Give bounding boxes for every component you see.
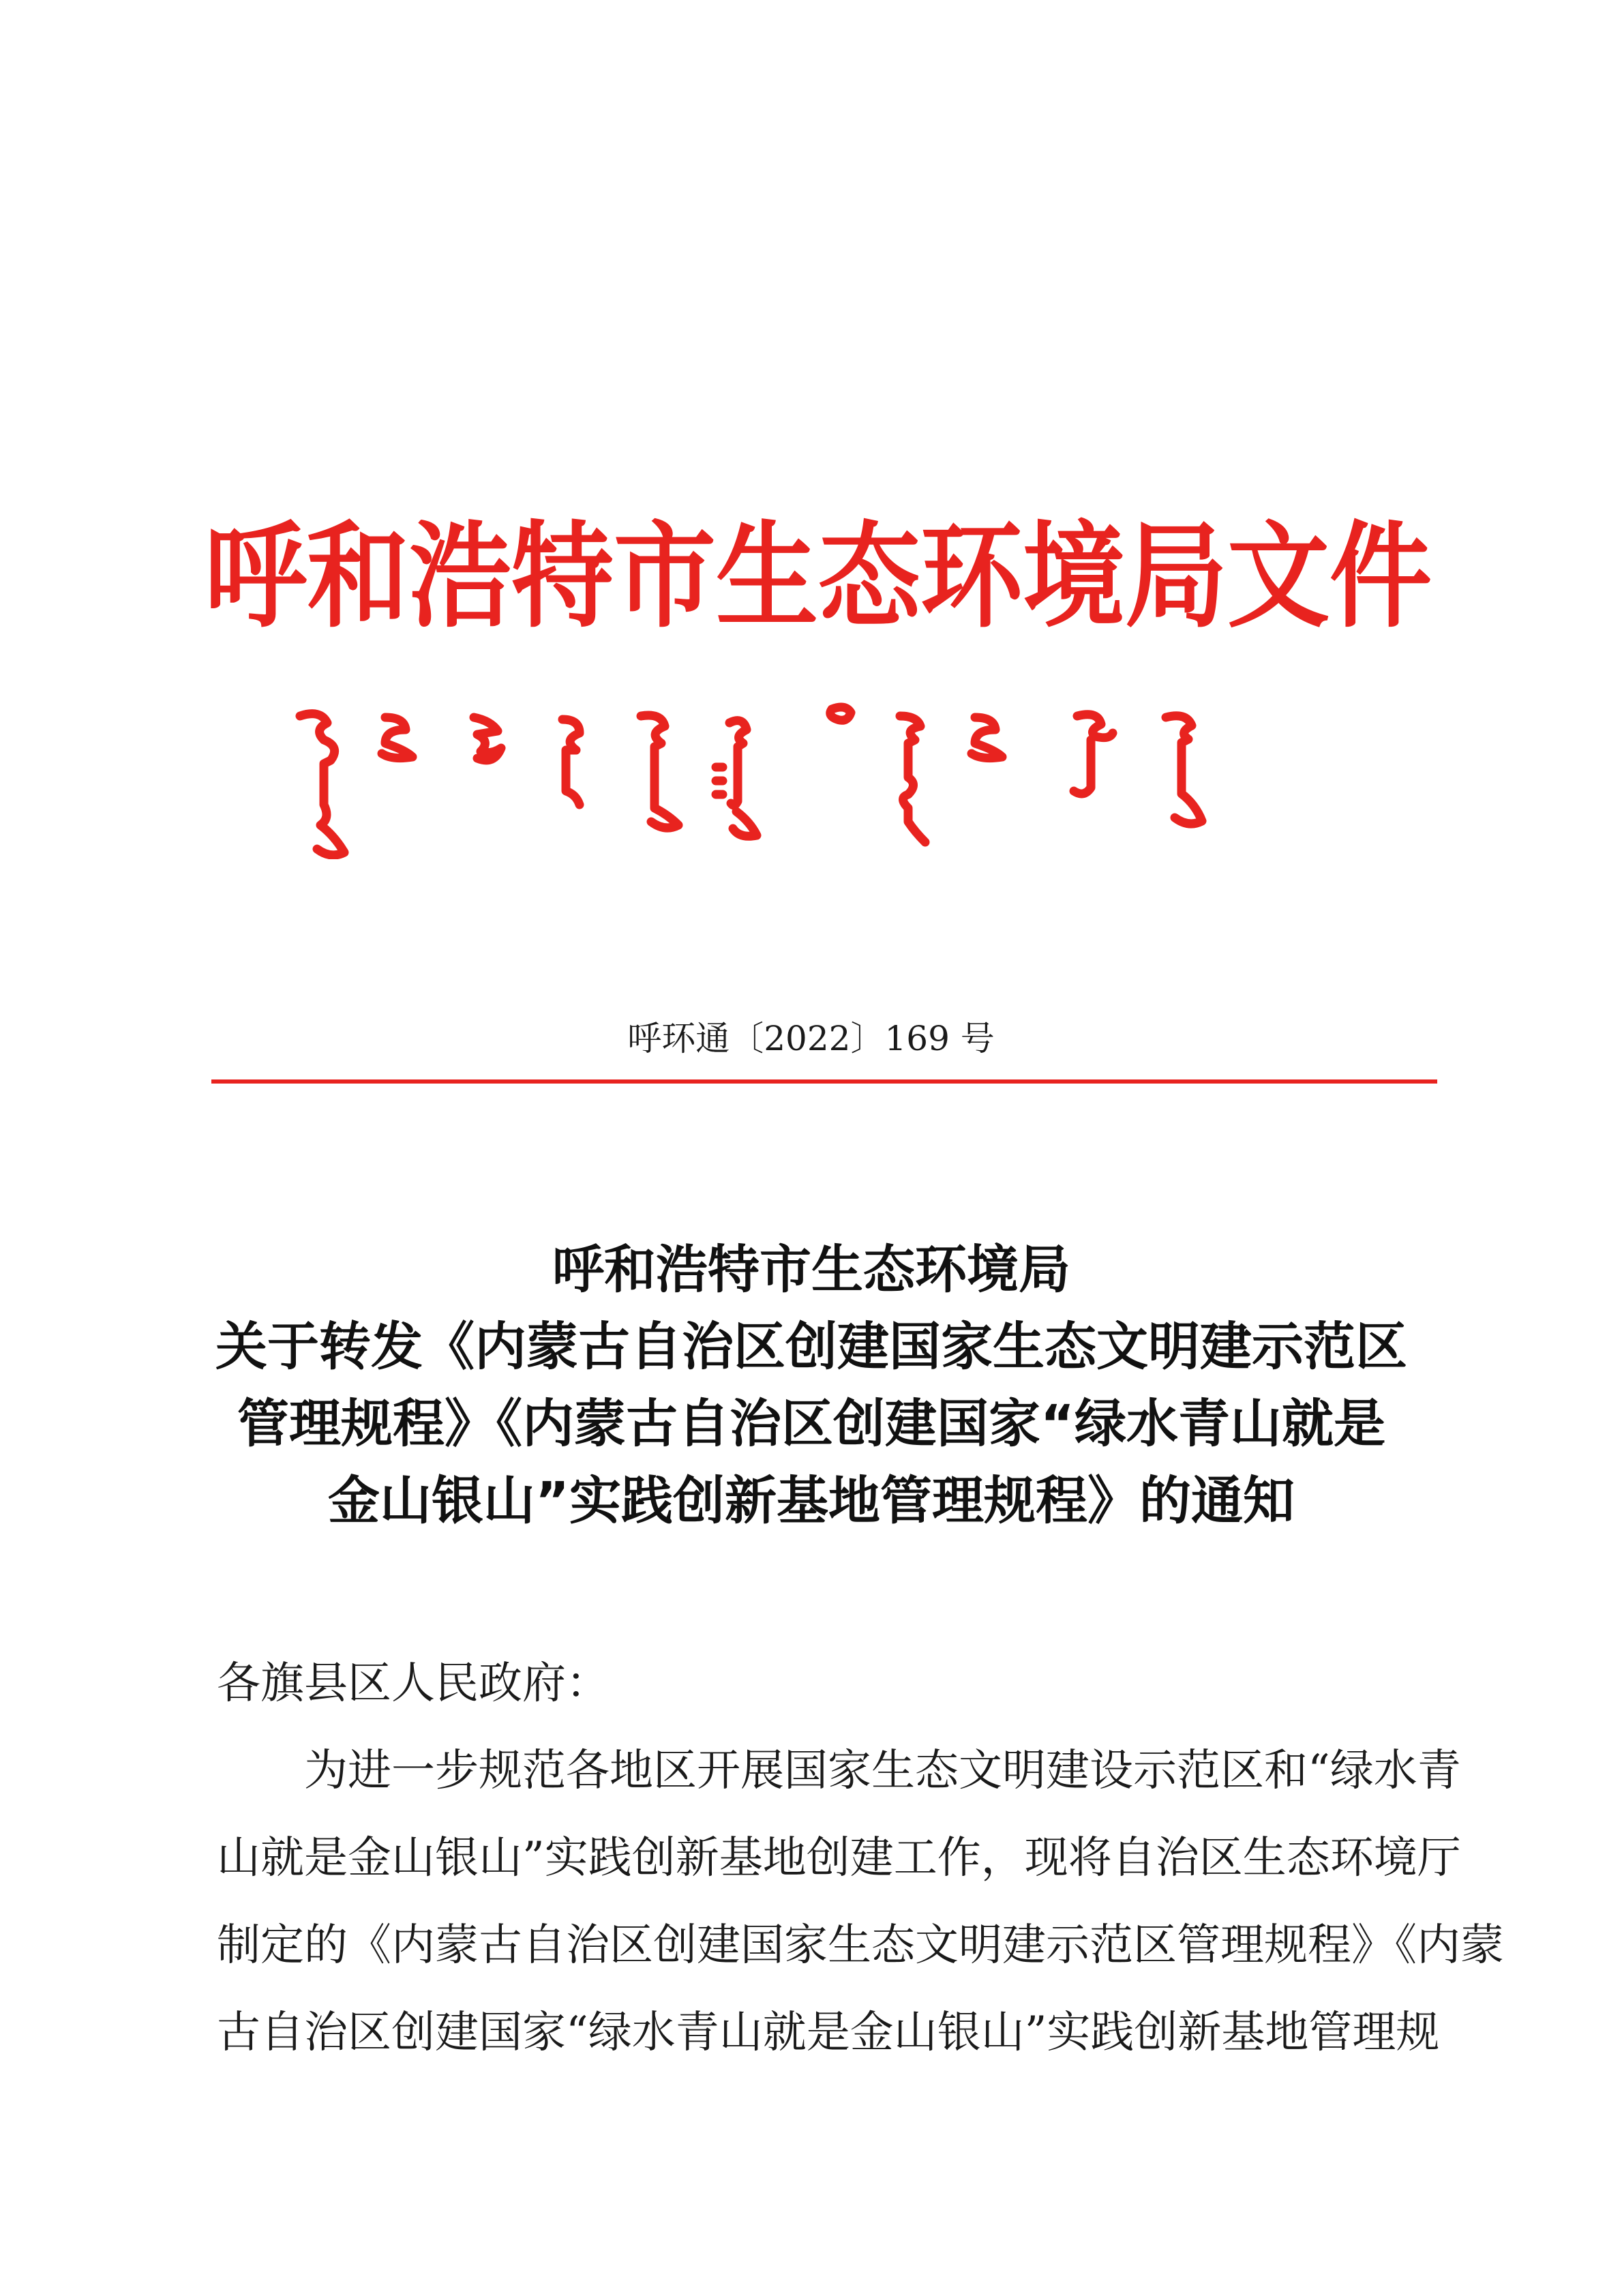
notice-title [170, 1231, 1452, 1539]
notice-body [217, 1640, 1504, 2076]
notice-title-line: 关于转发《内蒙古自治区创建国家生态文明建示范区 [215, 1316, 1407, 1377]
red-separator-line [211, 1079, 1437, 1084]
body-line: 山就是金山银山”实践创新基地创建工作，现将自治区生态环境厅 [217, 1833, 1461, 1883]
notice-title-line: 管理规程》《内蒙古自治区创建国家“绿水青山就是 [237, 1393, 1385, 1454]
notice-title-line: 呼和浩特市生态环境局 [552, 1239, 1070, 1300]
body-line: 为进一步规范各地区开展国家生态文明建设示范区和“绿水青 [304, 1746, 1461, 1796]
notice-title-line: 金山银山”实践创新基地管理规程》的通知 [328, 1470, 1295, 1531]
body-line: 古自治区创建国家“绿水青山就是金山银山”实践创新基地管理规 [217, 2008, 1440, 2058]
document-number: 呼环通〔2022〕169 号 [627, 1019, 995, 1058]
body-line: 制定的《内蒙古自治区创建国家生态文明建示范区管理规程》《内蒙 [217, 1920, 1504, 1971]
salutation: 各旗县区人民政府： [217, 1658, 610, 1709]
letterhead-title: 呼和浩特市生态环境局文件 [205, 510, 1432, 644]
mongolian-script-icon [286, 702, 1377, 859]
